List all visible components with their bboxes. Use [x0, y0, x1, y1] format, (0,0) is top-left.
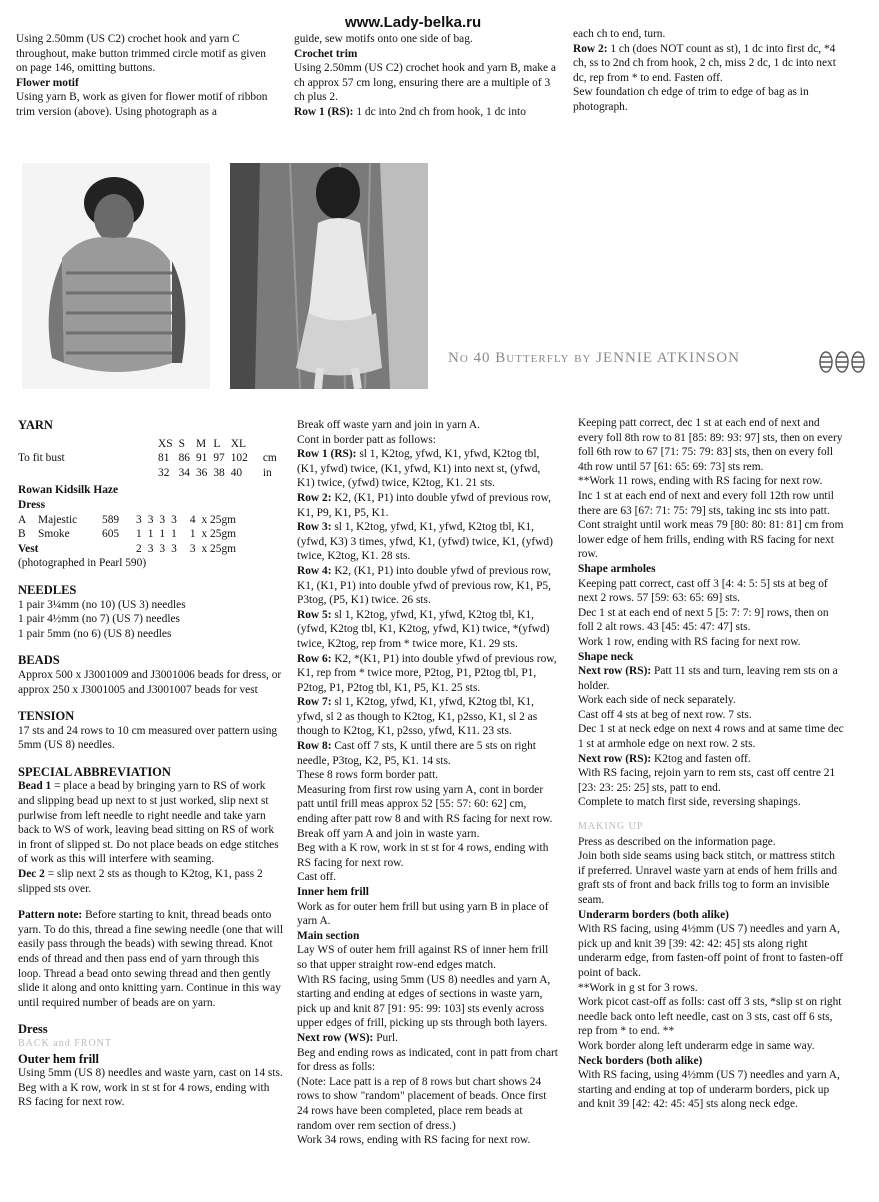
- paragraph: [573, 27, 841, 42]
- yarn-colour: Smoke: [38, 528, 70, 541]
- ball-icons: [818, 350, 868, 379]
- bead1-term: Bead 1: [18, 780, 52, 793]
- paragraph: [297, 652, 560, 696]
- beads-heading: BEADS: [18, 653, 60, 668]
- text: Work border along left underarm edge in same way.: [578, 1039, 815, 1052]
- back-front-subheading: BACK and FRONT: [18, 1037, 113, 1049]
- paragraph: [297, 1133, 560, 1148]
- text: Press as described on the information page.: [578, 835, 776, 848]
- text: (Note: Lace patt is a rep of 8 rows but chart shows 24 rows to show "random" placement of beads. Once first 24 rows have been completed, place rem beads at random over rem section of dress.): [297, 1075, 547, 1132]
- section-heading: [297, 929, 560, 944]
- row-label: Next row (WS):: [297, 1031, 374, 1044]
- beads-text: Approx 500 x J3001009 and J3001006 beads for dress, or approx 250 x J3001005 and J3001007 beads for vest: [18, 668, 282, 696]
- paragraph: [297, 418, 560, 433]
- text: Cont in border patt as follows:: [297, 433, 436, 446]
- size-label: M: [195, 437, 207, 450]
- text: With RS facing, using 4½mm (US 7) needles and yarn A, starting and ending at top of underarm borders, pick up and knit 39 [42: 42: 45: 45] sts along neck edge.: [578, 1069, 840, 1111]
- text: Break off yarn A and join in waste yarn.: [297, 827, 480, 840]
- paragraph: [578, 752, 844, 767]
- text: Beg and ending rows as indicated, cont in patt from chart for dress as folls:: [297, 1046, 558, 1074]
- paragraph: [578, 835, 844, 850]
- text: Cast off 7 sts, K until there are 5 sts on right needle, P3tog, K2, P5, K1. 14 sts.: [297, 740, 536, 767]
- paragraph: [297, 1031, 560, 1046]
- text: Cast off.: [297, 871, 337, 884]
- row-label: Row 6:: [297, 652, 332, 665]
- row-label: Row 3:: [297, 521, 332, 534]
- pattern-note: [18, 908, 283, 1010]
- row-label: Row 4:: [297, 564, 332, 577]
- unit: in: [262, 466, 272, 479]
- paragraph: [297, 491, 560, 520]
- qty: 1: [189, 528, 196, 541]
- row-label: Row 2:: [297, 491, 332, 504]
- yarn-letter: A: [18, 513, 27, 526]
- paragraph: [578, 1068, 844, 1112]
- qty: 1: [171, 528, 177, 541]
- unit: x 25gm: [201, 513, 237, 526]
- qty: 1: [147, 528, 154, 541]
- special-abbr-heading: SPECIAL ABBREVIATION: [18, 764, 171, 779]
- size-label: XS: [158, 437, 173, 450]
- dress-photo: [230, 163, 428, 389]
- text: Work 34 rows, ending with RS facing for next row.: [297, 1134, 531, 1147]
- column-2: [297, 418, 560, 1148]
- qty: 3: [171, 513, 177, 526]
- text: Cast off 4 sts at beg of next row. 7 sts.: [578, 708, 752, 721]
- dress-line: Beg with a K row, work in st st for 4 rows, ending with RS facing for next row.: [18, 1081, 270, 1109]
- paragraph: [16, 90, 278, 119]
- text: Using 2.50mm (US C2) crochet hook and yarn B, make a ch approx 57 cm long, ensuring there are a multiple of 3 ch plus 2.: [294, 62, 556, 104]
- yarn-table: [15, 437, 280, 481]
- text: sl 1, K2tog, yfwd, K1, yfwd, K2tog tbl, K1, (yfwd, K2tog tbl, K1, K2tog, yfwd, K1) twice, *(yfwd) twice, K2tog, rep from * twice more, K1. 29 sts.: [297, 608, 550, 650]
- qty: 4: [189, 513, 196, 526]
- paragraph: [578, 795, 844, 810]
- text: Main section: [297, 929, 360, 942]
- text: With RS facing, rejoin yarn to rem sts, cast off centre 21 [23: 23: 25: 25] sts, patt to end.: [578, 767, 836, 794]
- dress-label: Dress: [18, 498, 45, 511]
- yarn-code: 589: [102, 513, 120, 526]
- bust-cm: 97: [213, 452, 225, 465]
- paragraph: [16, 32, 278, 76]
- section-heading: [294, 47, 556, 62]
- text: Inc 1 st at each end of next and every foll 12th row until there are 63 [67: 71: 75: 79] sts, taking inc sts into patt.: [578, 489, 834, 517]
- qty: 3: [189, 542, 196, 555]
- dec2-text: = slip next 2 sts as though to K2tog, K1, pass 2 slipped sts over.: [18, 868, 263, 895]
- text: sl 1, K2tog, yfwd, K1, yfwd, K2tog tbl, K1, yfwd, sl 2 as though to K2tog, K1, p2sso, K1, sl 2 as though to K2tog, K1, p2sso, yfwd, K11. 23 sts.: [297, 696, 538, 738]
- paragraph: [578, 489, 844, 518]
- paragraph: [578, 708, 844, 723]
- tension-heading: TENSION: [18, 709, 75, 724]
- row-label: Row 2:: [573, 42, 611, 55]
- paragraph: [297, 695, 560, 739]
- bust-cm: 81: [158, 452, 170, 465]
- paragraph: [578, 1039, 844, 1054]
- section-heading: [578, 650, 844, 665]
- qty: 3: [136, 513, 142, 526]
- text: Shape armholes: [578, 562, 656, 575]
- paragraph: [297, 783, 560, 827]
- text: Work picot cast-off as folls: cast off 3 sts, *slip st on right needle back onto left needle, cast on 3 sts, cast off 6 sts, rep from * to end. **: [578, 996, 842, 1038]
- text: Inner hem frill: [297, 886, 369, 898]
- qty: 2: [136, 542, 142, 555]
- paragraph: [578, 474, 844, 489]
- paragraph: [578, 693, 844, 708]
- qty: 3: [147, 513, 154, 526]
- paragraph: [578, 820, 844, 835]
- dress-heading: Dress: [18, 1022, 48, 1037]
- paragraph: [297, 1046, 560, 1075]
- pattern-note-lead: Pattern note:: [18, 909, 83, 922]
- unit: cm: [262, 452, 277, 465]
- row-label: Row 1 (RS):: [294, 105, 357, 118]
- paragraph: [297, 739, 560, 768]
- text: With RS facing, using 4½mm (US 7) needles and yarn A, pick up and knit 39 [39: 42: 42: 45] sts along right underarm edge, from fasten-off point of front to fasten-off point of back.: [578, 923, 843, 979]
- row-label: Next row (RS):: [578, 665, 652, 678]
- section-heading: [297, 885, 560, 900]
- paragraph: [297, 447, 560, 491]
- row-label: Next row (RS):: [578, 752, 652, 765]
- paragraph: [297, 564, 560, 608]
- text: Work each side of neck separately.: [578, 694, 736, 707]
- text: Work as for outer hem frill but using yarn B in place of yarn A.: [297, 900, 549, 928]
- row-label: Row 5:: [297, 608, 332, 621]
- paragraph: [297, 973, 560, 1031]
- text: These 8 rows form border patt.: [297, 769, 439, 782]
- text: K2, *(K1, P1) into double yfwd of previous row, K1, rep from * twice more, P2tog, P1, P2tog tbl, P1, P2tog, P1, P2tog tbl, K1, P5, K1. 25 sts.: [297, 652, 557, 694]
- text: sl 1, K2tog, yfwd, K1, yfwd, K2tog tbl, (K1, yfwd) twice, (K1, yfwd, K1) into next st, (yfwd, K1) twice, (yfwd) twice, K2tog, K1. 21 sts.: [297, 448, 541, 490]
- text: Measuring from first row using yarn A, cont in border patt until frill meas approx 52 [55: 57: 60: 62] cm, ending after patt row 8 and with RS facing for next row.: [297, 783, 553, 826]
- paragraph: [297, 841, 560, 870]
- text: Shape neck: [578, 650, 634, 663]
- text: Using yarn B, work as given for flower motif of ribbon trim version (above). Using photograph as a: [16, 91, 268, 118]
- text: Dec 1 st at neck edge on next 4 rows and at same time dec 1 st at armhole edge on next row. 2 sts.: [578, 723, 844, 751]
- paragraph: [573, 85, 841, 114]
- needle-item: 1 pair 4½mm (no 7) (US 7) needles: [18, 613, 180, 626]
- yarn-colours: [15, 513, 239, 557]
- outer-hem-frill-heading: Outer hem frill: [18, 1051, 99, 1066]
- text: 1 dc into 2nd ch from hook, 1 dc into: [356, 105, 526, 118]
- paragraph: [297, 520, 560, 564]
- text: Neck borders (both alike): [578, 1054, 703, 1067]
- text: With RS facing, using 5mm (US 8) needles and yarn A, starting and ending at edges of sections in waste yarn, pick up and knit 87 [91: 95: 99: 103] sts evenly across upper edges of frill, picking up sts through both layers.: [297, 973, 551, 1030]
- paragraph: [297, 608, 560, 652]
- paragraph: [578, 722, 844, 751]
- section-heading: [578, 562, 844, 577]
- paragraph: [294, 105, 556, 120]
- bead1-text: = place a bead by bringing yarn to RS of work and slipping bead up next to st just worked, slip next st purlwise from left needle to right needle and take yarn back to WS of work, leaving bead sitting on RS of work in front of slipped st. Do not place beads on edge stitches of work as this will interfere with seaming.: [18, 780, 279, 866]
- paragraph: [578, 606, 844, 635]
- tension-text: 17 sts and 24 rows to 10 cm measured over pattern using 5mm (US 8) needles.: [18, 724, 278, 752]
- text: **Work 11 rows, ending with RS facing for next row.: [578, 475, 823, 488]
- text: Keeping patt correct, cast off 3 [4: 4: 5: 5] sts at beg of next 2 rows. 57 [59: 63: 65: 69] sts.: [578, 577, 828, 605]
- paragraph: [297, 870, 560, 885]
- paragraph: [578, 635, 844, 650]
- paragraph: [578, 995, 844, 1039]
- text: Lay WS of outer hem frill against RS of inner hem frill so that upper straight row-end edges match.: [297, 944, 549, 971]
- bust-in: 36: [195, 466, 208, 479]
- yarn-note: (photographed in Pearl 590): [18, 557, 147, 570]
- to-fit-label: To fit bust: [18, 452, 65, 465]
- bust-in: 34: [178, 466, 190, 479]
- needle-item: 1 pair 5mm (no 6) (US 8) needles: [18, 627, 172, 640]
- paragraph: [578, 416, 844, 474]
- paragraph: [573, 42, 841, 86]
- pattern-note-text: Before starting to knit, thread beads onto yarn. To do this, thread a fine sewing needle (one that will easily pass through the beads) with sewing thread. Knot ends of thread and then pass end of yarn through this loop. Thread a bead onto sewing thread and then gently slide it along and onto knitting yarn. Continue in this way until required number of beads are on yarn.: [18, 909, 284, 1009]
- text: Underarm borders (both alike): [578, 908, 729, 921]
- paragraph: [297, 433, 560, 448]
- bust-in: 38: [213, 466, 225, 479]
- text: **Work in g st for 3 rows.: [578, 981, 698, 994]
- text: guide, sew motifs onto one side of bag.: [294, 33, 473, 45]
- column-3: [578, 416, 844, 1112]
- yarn-code: 605: [102, 528, 120, 541]
- row-label: Row 1 (RS):: [297, 448, 357, 461]
- paragraph: [578, 849, 844, 907]
- text: Complete to match first side, reversing shapings.: [578, 796, 801, 809]
- text: sl 1, K2tog, yfwd, K1, yfwd, K2tog tbl, K1, (yfwd, K3) 3 times, yfwd, K1, (yfwd) twice, K1, (yfwd) twice, K2tog, K1. 28 sts.: [297, 521, 553, 563]
- text: MAKING UP: [578, 821, 644, 833]
- qty: 3: [159, 513, 166, 526]
- text: Beg with a K row, work in st st for 4 rows, ending with RS facing for next row.: [297, 842, 549, 869]
- row-label: Row 8:: [297, 740, 332, 753]
- section-heading: [578, 1054, 844, 1069]
- bust-cm: 86: [178, 452, 190, 465]
- qty: 1: [159, 528, 166, 541]
- paragraph: [578, 766, 844, 795]
- text: each ch to end, turn.: [573, 28, 666, 40]
- needles-heading: NEEDLES: [18, 582, 77, 597]
- yarn-colour: Majestic: [38, 513, 78, 526]
- text: Break off waste yarn and join in yarn A.: [297, 419, 480, 431]
- text: Crochet trim: [294, 47, 358, 60]
- text: Flower motif: [16, 76, 79, 89]
- paragraph: [578, 981, 844, 996]
- text: Patt 11 sts and turn, leaving rem sts on a holder.: [578, 665, 838, 692]
- size-label: XL: [230, 437, 246, 450]
- watermark: www.Lady-belka.ru: [345, 14, 482, 31]
- top-column-3: [573, 27, 841, 115]
- size-label: S: [178, 437, 185, 450]
- text: Purl.: [373, 1031, 399, 1044]
- top-column-2: [294, 32, 556, 120]
- text: K2, (K1, P1) into double yfwd of previous row, K1, P9, K1, P5, K1.: [297, 491, 551, 519]
- qty: 3: [171, 542, 177, 555]
- bust-cm: 102: [230, 452, 248, 465]
- qty: 3: [159, 542, 166, 555]
- design-title: No 40 Butterfly by JENNIE ATKINSON: [448, 350, 740, 366]
- yarn-brand: Rowan Kidsilk Haze: [18, 484, 118, 497]
- paragraph: [297, 900, 560, 929]
- paragraph: [297, 827, 560, 842]
- bust-in: 32: [158, 466, 170, 479]
- vest-label: Vest: [18, 542, 39, 555]
- unit: x 25gm: [201, 528, 237, 541]
- needle-item: 1 pair 3¼mm (no 10) (US 3) needles: [18, 598, 186, 611]
- paragraph: [297, 768, 560, 783]
- text: K2tog and fasten off.: [651, 752, 751, 765]
- qty: 3: [147, 542, 154, 555]
- dec2-term: Dec 2: [18, 868, 45, 881]
- text: Keeping patt correct, dec 1 st at each end of next and every foll 8th row to 81 [85: 89: 93: 97] sts, then on every foll 6th row to 67 [71: 75: 79: 83] sts, then on every foll 4th row until 57 [61: 65: 69: 73] sts rem.: [578, 417, 843, 473]
- text: Work 1 row, ending with RS facing for next row.: [578, 635, 801, 648]
- yarn-letter: B: [18, 528, 26, 541]
- text: 1 ch (does NOT count as st), 1 dc into first dc, *4 ch, ss to 2nd ch from hook, 2 ch, miss 2 dc, 1 dc into next dc, rep from * to end. Fasten off.: [573, 42, 836, 84]
- text: Join both side seams using back stitch, or mattress stitch if preferred. Unravel waste yarn at ends of hem frills and graft sts of front and back frills tog to form an invisible seam.: [578, 850, 838, 906]
- bust-in: 40: [230, 466, 243, 479]
- row-label: Row 7:: [297, 696, 332, 709]
- paragraph: [578, 518, 844, 562]
- vest-photo: [22, 163, 210, 389]
- unit: x 25gm: [201, 542, 237, 555]
- section-heading: [578, 908, 844, 923]
- paragraph: [578, 664, 844, 693]
- text: Sew foundation ch edge of trim to edge of bag as in photograph.: [573, 86, 809, 113]
- paragraph: [578, 577, 844, 606]
- size-label: L: [213, 437, 221, 450]
- top-column-1: [16, 32, 278, 120]
- bead1-definition: [18, 779, 283, 867]
- text: Dec 1 st at each end of next 5 [5: 7: 7: 9] rows, then on foll 2 alt rows. 43 [45: 45: 47: 47] sts.: [578, 606, 829, 634]
- dress-line: Using 5mm (US 8) needles and waste yarn, cast on 14 sts.: [18, 1067, 283, 1080]
- text: Cont straight until work meas 79 [80: 80: 81: 81] cm from lower edge of hem frills, ending with RS facing for next row.: [578, 519, 844, 561]
- qty: 1: [136, 528, 142, 541]
- text: Using 2.50mm (US C2) crochet hook and yarn C throughout, make button trimmed circle motif as given on page 146, omitting buttons.: [16, 33, 266, 75]
- yarn-heading: YARN: [18, 418, 53, 432]
- paragraph: [297, 943, 560, 972]
- section-heading: [16, 76, 278, 91]
- dec2-definition: [18, 867, 283, 896]
- paragraph: [578, 922, 844, 980]
- text: K2, (K1, P1) into double yfwd of previous row, K1, (K1, P1) into double yfwd of previous row, K1, P5, P3tog, (P5, K1) twice. 26 sts.: [297, 564, 551, 607]
- paragraph: [294, 32, 556, 47]
- column-1: [18, 418, 283, 1110]
- paragraph: [297, 1075, 560, 1133]
- bust-cm: 91: [195, 452, 208, 465]
- paragraph: [294, 61, 556, 105]
